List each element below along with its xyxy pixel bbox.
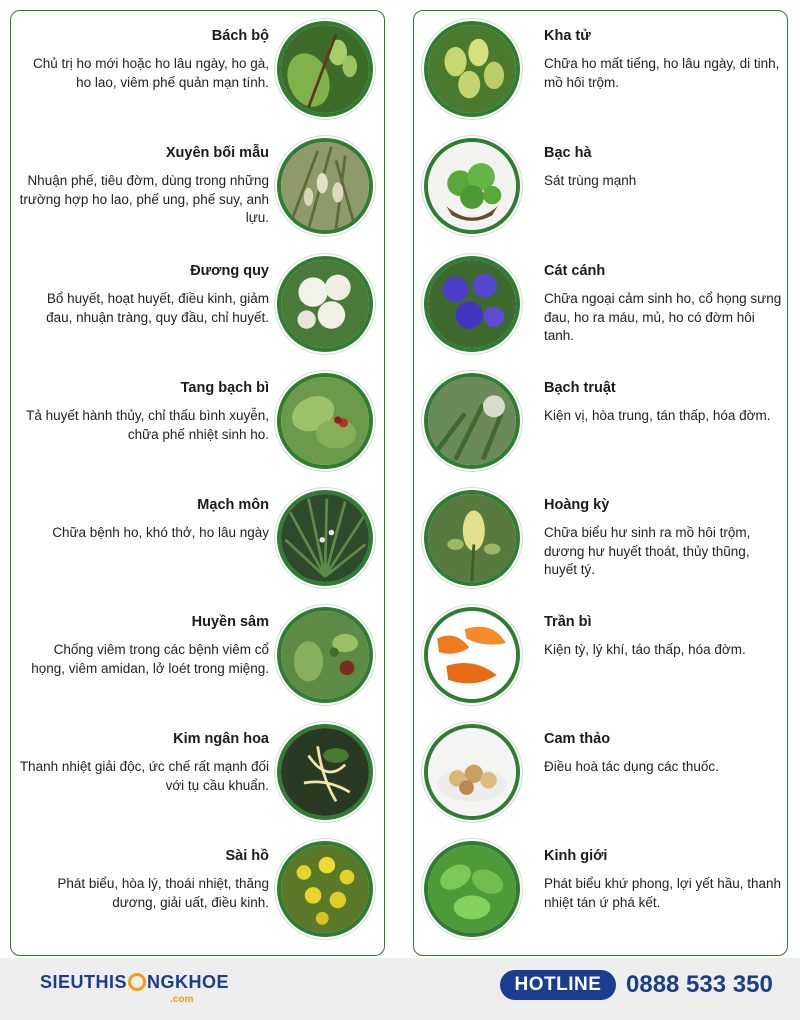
herb-description: Chữa biểu hư sinh ra mồ hôi trộm, dương hư huyết thoát, thủy thũng, huyết tý. [544, 525, 751, 577]
herb-description: Chữa ho mất tiếng, ho lâu ngày, di tinh, mồ hôi trộm. [544, 56, 780, 90]
herb-name: Tang bạch bì [180, 380, 269, 396]
herb-text [19, 613, 269, 678]
herb-card [11, 128, 384, 244]
herb-card [414, 597, 787, 713]
herb-name: Huyền sâm [191, 614, 269, 630]
herb-text [19, 379, 269, 444]
herb-card [11, 714, 384, 830]
herb-description: Kiện vị, hòa trung, tán thấp, hóa đờm. [544, 408, 771, 423]
herb-text [19, 847, 269, 912]
herb-text [544, 27, 784, 92]
logo-text-part1: SIEUTHIS [40, 972, 128, 992]
herb-text [19, 262, 269, 327]
herb-description: Nhuận phế, tiêu đờm, dùng trong những trường hợp ho lao, phế ung, phế suy, anh lựu. [19, 173, 269, 225]
herb-card [414, 714, 787, 830]
hoang-ky-flower-image [424, 490, 520, 586]
sai-ho-flower-image [277, 841, 373, 937]
hotline-number[interactable]: 0888 533 350 [626, 971, 773, 998]
herb-card [11, 597, 384, 713]
herb-description: Chữa ngoại cảm sinh ho, cổ họng sưng đau, ho ra máu, mủ, ho có đờm hôi tanh. [544, 291, 782, 343]
hotline-badge: HOTLINE [500, 970, 616, 1000]
mach-mon-grass-image [277, 490, 373, 586]
kha-tu-fruit-image [424, 21, 520, 117]
herb-name: Bạch truật [544, 380, 616, 396]
xuyen-boi-mau-plant-image [277, 138, 373, 234]
logo-circle-icon [128, 973, 146, 991]
herb-text [19, 496, 269, 543]
herb-name: Hoàng kỳ [544, 497, 610, 513]
herb-description: Chống viêm trong các bệnh viêm cổ họng, viêm amidan, lở loét trong miệng. [31, 642, 269, 676]
herb-text [19, 144, 269, 228]
bach-bo-plant-image [277, 21, 373, 117]
herb-description: Điều hoà tác dụng các thuốc. [544, 759, 719, 774]
herb-card [414, 246, 787, 362]
herb-text [544, 730, 784, 777]
herb-text [544, 379, 784, 426]
right-herb-panel [413, 10, 788, 956]
herb-name: Kinh giới [544, 848, 608, 864]
herb-description: Chữa bệnh ho, khó thở, ho lâu ngày [52, 525, 269, 540]
herb-text [19, 27, 269, 92]
herb-description: Kiện tỳ, lý khí, táo thấp, hóa đờm. [544, 642, 746, 657]
herb-card [414, 480, 787, 596]
herb-name: Bách bộ [211, 28, 269, 44]
huyen-sam-plant-image [277, 607, 373, 703]
herb-card [414, 11, 787, 127]
bach-truat-plant-image [424, 373, 520, 469]
herb-card [414, 831, 787, 947]
duong-quy-flower-image [277, 256, 373, 352]
herb-name: Cam thảo [544, 731, 611, 747]
logo-domain-suffix: .com [170, 994, 194, 1005]
footer-bar [0, 958, 800, 1020]
herb-name: Kim ngân hoa [173, 731, 269, 747]
herb-text [544, 496, 784, 580]
herb-card [414, 128, 787, 244]
herb-card [11, 480, 384, 596]
herb-name: Bạc hà [544, 145, 592, 161]
herb-description: Chủ trị ho mới hoặc ho lâu ngày, ho gà, ho lao, viêm phế quản mạn tính. [33, 56, 269, 90]
tran-bi-peel-image [424, 607, 520, 703]
herb-card [11, 831, 384, 947]
herb-description: Phát biểu, hòa lý, thoái nhiệt, thăng dương, giải uất, điều kinh. [57, 876, 269, 910]
herb-card [11, 246, 384, 362]
herb-name: Mạch môn [197, 497, 269, 513]
herb-name: Xuyên bối mẫu [165, 145, 269, 161]
herb-name: Trần bì [544, 614, 592, 630]
herb-text [544, 847, 784, 912]
herb-text [19, 730, 269, 795]
herb-card [11, 11, 384, 127]
site-logo[interactable] [40, 972, 229, 993]
herb-text [544, 144, 784, 191]
kim-ngan-hoa-flower-image [277, 724, 373, 820]
cam-thao-root-slices-image [424, 724, 520, 820]
herb-description: Bổ huyết, hoạt huyết, điều kinh, giảm đau, nhuận tràng, quy đầu, chỉ huyết. [46, 291, 269, 325]
herb-card [11, 363, 384, 479]
herb-text [544, 613, 784, 660]
bac-ha-mint-image [424, 138, 520, 234]
herb-name: Sài hồ [225, 848, 269, 864]
tang-bach-bi-leaf-image [277, 373, 373, 469]
herb-card [414, 363, 787, 479]
herb-description: Thanh nhiệt giải độc, ức chế rất mạnh đối với tụ cầu khuẩn. [19, 759, 269, 793]
herb-name: Kha tử [544, 28, 591, 44]
cat-canh-flower-image [424, 256, 520, 352]
herb-text [544, 262, 784, 346]
kinh-gioi-leaf-image [424, 841, 520, 937]
herb-description: Sát trùng mạnh [544, 173, 637, 188]
herb-description: Phát biểu khứ phong, lợi yết hầu, thanh nhiệt tán ứ phá kết. [544, 876, 782, 910]
left-herb-panel [10, 10, 385, 956]
herb-name: Cát cánh [544, 263, 606, 279]
logo-text-part2: NGKHOE [147, 972, 230, 992]
herb-description: Tả huyết hành thủy, chỉ thấu bình xuyễn, chữa phế nhiệt sinh ho. [26, 408, 269, 442]
herb-name: Đương quy [190, 263, 269, 279]
